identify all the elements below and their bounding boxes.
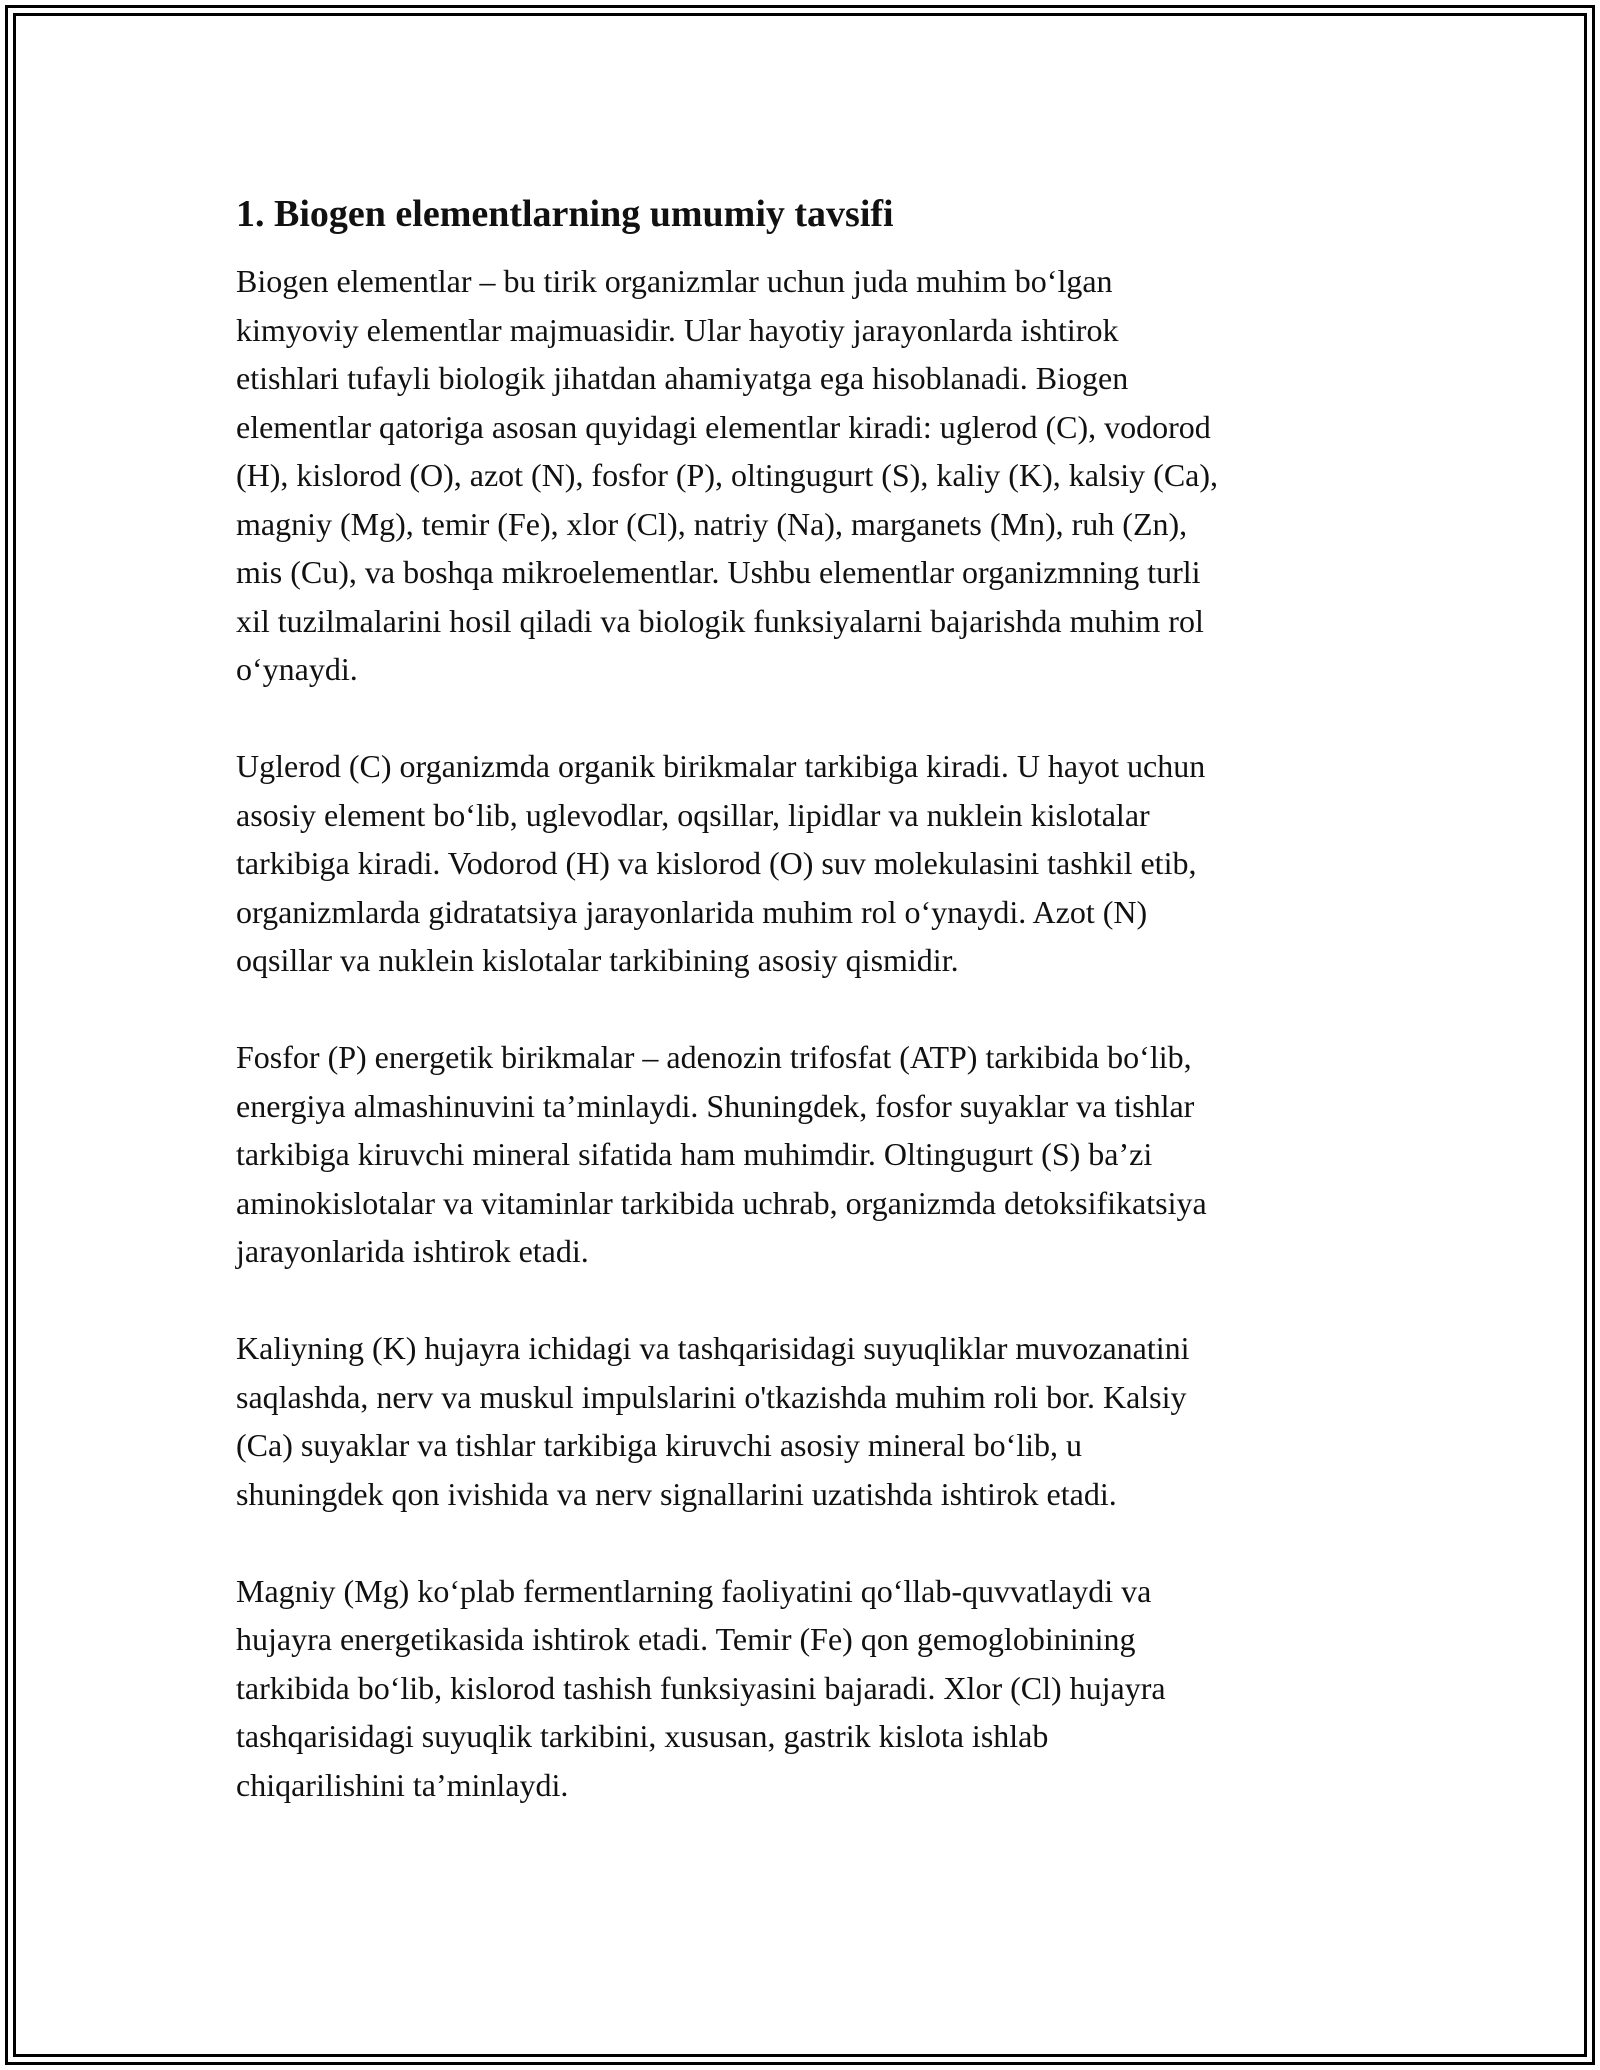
- paragraph-potassium-calcium: Kaliyning (K) hujayra ichidagi va tashqarisidagi suyuqliklar muvozanatini saqlashda, nerv va muskul impulslarini o'tkazishda muhim roli bor. Kalsiy (Ca) suyaklar va tishlar tarkibiga kiruvchi asosiy mineral bo‘lib, u shuningdek qon ivishida va nerv signallarini uzatishda ishtirok etadi.: [236, 1330, 1190, 1512]
- paragraph-phosphorus-sulfur: Fosfor (P) energetik birikmalar – adenozin trifosfat (ATP) tarkibida bo‘lib, energiya almashinuvini ta’minlaydi. Shuningdek, fosfor suyaklar va tishlar tarkibiga kiruvchi mineral sifatida ham muhimdir. Oltingugurt (S) ba’zi aminokislotalar va vitaminlar tarkibida uchrab, organizmda detoksifikatsiya jarayonlarida ishtirok etadi.: [236, 1039, 1207, 1270]
- section-heading: 1. Biogen elementlarning umumiy tavsifi: [236, 193, 894, 235]
- paragraph-carbon-hydrogen-oxygen-nitrogen: Uglerod (C) organizmda organik birikmalar tarkibiga kiradi. U hayot uchun asosiy element bo‘lib, uglevodlar, oqsillar, lipidlar va nuklein kislotalar tarkibiga kiradi. Vodorod (H) va kislorod (O) suv molekulasini tashkil etib, organizmlarda gidratatsiya jarayonlarida muhim rol o‘ynaydi. Azot (N) oqsillar va nuklein kislotalar tarkibining asosiy qismidir.: [236, 748, 1206, 979]
- document-body: [236, 180, 1396, 1858]
- paragraph-magnesium-iron-chlorine: Magniy (Mg) ko‘plab fermentlarning faoliyatini qo‘llab-quvvatlaydi va hujayra energetikasida ishtirok etadi. Temir (Fe) qon gemoglobinining tarkibida bo‘lib, kislorod tashish funksiyasini bajaradi. Xlor (Cl) hujayra tashqarisidagi suyuqlik tarkibini, xususan, gastrik kislota ishlab chiqarilishini ta’minlaydi.: [236, 1572, 1166, 1803]
- paragraph-intro: Biogen elementlar – bu tirik organizmlar uchun juda muhim bo‘lgan kimyoviy elementlar majmuasidir. Ular hayotiy jarayonlarda ishtirok etishlari tufayli biologik jihatdan ahamiyatga ega hisoblanadi. Biogen elementlar qatoriga asosan quyidagi elementlar kiradi: uglerod (C), vodorod (H), kislorod (O), azot (N), fosfor (P), oltingugurt (S), kaliy (K), kalsiy (Ca), magniy (Mg), temir (Fe), xlor (Cl), natriy (Na), marganets (Mn), ruh (Zn), mis (Cu), va boshqa mikroelementlar. Ushbu elementlar organizmning turli xil tuzilmalarini hosil qiladi va biologik funksiyalarni bajarishda muhim rol o‘ynaydi.: [236, 263, 1219, 688]
